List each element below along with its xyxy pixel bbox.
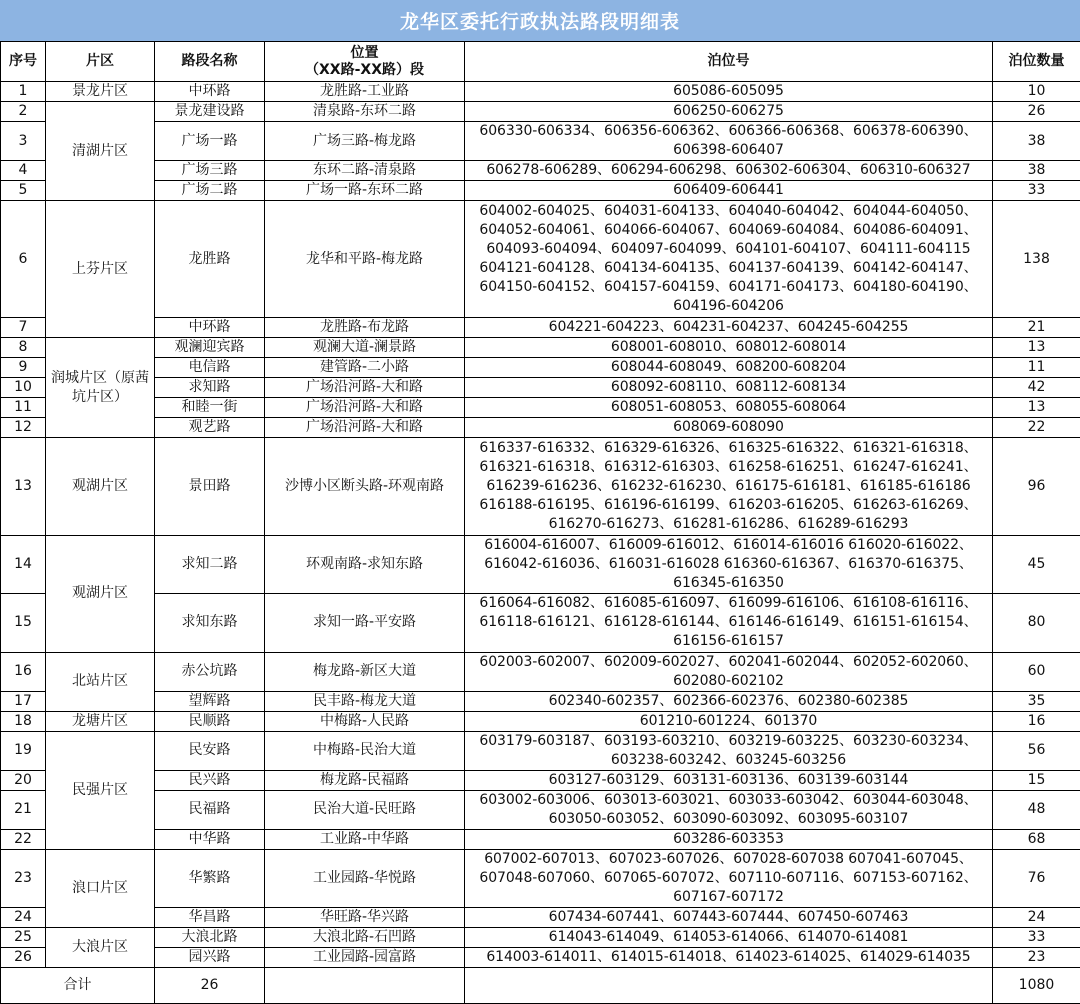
row-berth: 607002-607013、607023-607026、607028-607038 607041-607045、607048-607060、607065-607072、607110-607116、607153-607162、607167-607172 [465, 849, 993, 908]
header-position-line1: 位置 [267, 45, 462, 62]
table-row [1, 378, 1080, 398]
row-position: 求知一路-平安路 [265, 594, 465, 653]
table-row [1, 122, 1080, 161]
row-position: 广场沿河路-大和路 [265, 398, 465, 418]
row-seq: 19 [1, 731, 46, 770]
table-row [1, 438, 1080, 536]
row-position: 清泉路-东环二路 [265, 102, 465, 122]
row-seq: 23 [1, 849, 46, 908]
row-position: 广场沿河路-大和路 [265, 378, 465, 398]
table-row [1, 161, 1080, 181]
row-position: 工业路-中华路 [265, 829, 465, 849]
table-row [1, 770, 1080, 790]
row-berth: 616004-616007、616009-616012、616014-616016 616020-616022、616042-616036、616031-616028 616360-616367、616370-616375、616345-616350 [465, 535, 993, 594]
row-position: 环观南路-求知东路 [265, 535, 465, 594]
row-berth: 603127-603129、603131-603136、603139-603144 [465, 770, 993, 790]
row-berth: 606330-606334、606356-606362、606366-606368、606378-606390、606398-606407 [465, 122, 993, 161]
table-row [1, 790, 1080, 829]
row-seq: 7 [1, 318, 46, 338]
row-position: 梅龙路-民福路 [265, 770, 465, 790]
row-road: 和睦一街 [155, 398, 265, 418]
row-berth: 608001-608010、608012-608014 [465, 338, 993, 358]
row-count: 11 [993, 358, 1080, 378]
table-row [1, 731, 1080, 770]
row-seq: 4 [1, 161, 46, 181]
table-row [1, 849, 1080, 908]
table-row [1, 652, 1080, 691]
row-seq: 10 [1, 378, 46, 398]
row-count: 15 [993, 770, 1080, 790]
row-road: 大浪北路 [155, 928, 265, 948]
row-seq: 15 [1, 594, 46, 653]
row-count: 138 [993, 201, 1080, 318]
row-road: 华昌路 [155, 908, 265, 928]
row-seq: 14 [1, 535, 46, 594]
row-seq: 21 [1, 790, 46, 829]
row-road: 民福路 [155, 790, 265, 829]
road-segment-table [0, 41, 1080, 1004]
row-position: 沙博小区断头路-环观南路 [265, 438, 465, 536]
row-seq: 13 [1, 438, 46, 536]
row-berth: 606409-606441 [465, 181, 993, 201]
row-count: 23 [993, 948, 1080, 968]
header-count: 泊位数量 [993, 42, 1080, 82]
row-berth: 616337-616332、616329-616326、616325-616322、616321-616318、616321-616318、616312-616303、616258-616251、616247-616241、616239-616236、616232-616230、616175-616181、616185-616186 616188-616195、616196-616199、616203-616205、616263-616269、616270-616273、616281-616286、616289-616293 [465, 438, 993, 536]
row-berth: 614003-614011、614015-614018、614023-614025、614029-614035 [465, 948, 993, 968]
row-position: 华旺路-华兴路 [265, 908, 465, 928]
total-road-count: 26 [155, 968, 265, 1004]
row-road: 赤公坑路 [155, 652, 265, 691]
row-district: 润城片区（原茜坑片区） [46, 338, 155, 438]
row-road: 园兴路 [155, 948, 265, 968]
row-district: 观湖片区 [46, 438, 155, 536]
row-road: 民兴路 [155, 770, 265, 790]
row-seq: 22 [1, 829, 46, 849]
table-row [1, 318, 1080, 338]
row-seq: 11 [1, 398, 46, 418]
row-seq: 20 [1, 770, 46, 790]
row-berth: 603179-603187、603193-603210、603219-603225、603230-603234、603238-603242、603245-603256 [465, 731, 993, 770]
table-row [1, 201, 1080, 318]
row-position: 中梅路-民治大道 [265, 731, 465, 770]
row-berth: 608069-608090 [465, 418, 993, 438]
row-position: 梅龙路-新区大道 [265, 652, 465, 691]
row-berth: 604002-604025、604031-604133、604040-604042、604044-604050、604052-604061、604066-604067、604069-604084、604086-604091、604093-604094、604097-604099、604101-604107、604111-604115 604121-604128、604134-604135、604137-604139、604142-604147、604150-604152、604157-604159、604171-604173、604180-604190、604196-604206 [465, 201, 993, 318]
table-title: 龙华区委托行政执法路段明细表 [0, 0, 1080, 42]
row-road: 龙胜路 [155, 201, 265, 318]
row-count: 10 [993, 82, 1080, 102]
row-seq: 8 [1, 338, 46, 358]
row-seq: 9 [1, 358, 46, 378]
row-count: 38 [993, 161, 1080, 181]
row-berth: 606278-606289、606294-606298、606302-606304、606310-606327 [465, 161, 993, 181]
row-road: 电信路 [155, 358, 265, 378]
row-berth: 604221-604223、604231-604237、604245-604255 [465, 318, 993, 338]
row-road: 景田路 [155, 438, 265, 536]
header-road: 路段名称 [155, 42, 265, 82]
row-berth: 607434-607441、607443-607444、607450-607463 [465, 908, 993, 928]
total-label: 合计 [1, 968, 155, 1004]
header-position [265, 42, 465, 82]
row-berth: 608044-608049、608200-608204 [465, 358, 993, 378]
row-count: 38 [993, 122, 1080, 161]
row-count: 48 [993, 790, 1080, 829]
row-position: 工业园路-华悦路 [265, 849, 465, 908]
row-berth: 602003-602007、602009-602027、602041-602044、602052-602060、602080-602102 [465, 652, 993, 691]
total-empty-berth [465, 968, 993, 1004]
row-berth: 603002-603006、603013-603021、603033-603042、603044-603048、603050-603052、603090-603092、603095-603107 [465, 790, 993, 829]
table-row [1, 829, 1080, 849]
row-road: 中环路 [155, 318, 265, 338]
row-count: 60 [993, 652, 1080, 691]
row-berth: 606250-606275 [465, 102, 993, 122]
table-row [1, 418, 1080, 438]
header-district: 片区 [46, 42, 155, 82]
row-position: 东环二路-清泉路 [265, 161, 465, 181]
table-row [1, 398, 1080, 418]
row-berth: 605086-605095 [465, 82, 993, 102]
row-district: 大浪片区 [46, 928, 155, 968]
table-row [1, 82, 1080, 102]
row-position: 龙胜路-工业路 [265, 82, 465, 102]
row-road: 广场三路 [155, 161, 265, 181]
row-position: 广场沿河路-大和路 [265, 418, 465, 438]
table-row [1, 928, 1080, 948]
header-row [1, 42, 1080, 82]
row-seq: 17 [1, 691, 46, 711]
row-berth: 614043-614049、614053-614066、614070-614081 [465, 928, 993, 948]
row-seq: 3 [1, 122, 46, 161]
row-road: 景龙建设路 [155, 102, 265, 122]
row-count: 22 [993, 418, 1080, 438]
row-road: 求知二路 [155, 535, 265, 594]
total-row [1, 968, 1080, 1004]
row-district: 观湖片区 [46, 535, 155, 652]
row-berth: 601210-601224、601370 [465, 711, 993, 731]
row-seq: 25 [1, 928, 46, 948]
table-row [1, 711, 1080, 731]
row-seq: 12 [1, 418, 46, 438]
table-row [1, 948, 1080, 968]
row-road: 中华路 [155, 829, 265, 849]
row-position: 大浪北路-石凹路 [265, 928, 465, 948]
table-row [1, 594, 1080, 653]
table-row [1, 535, 1080, 594]
row-count: 26 [993, 102, 1080, 122]
row-seq: 2 [1, 102, 46, 122]
row-position: 广场三路-梅龙路 [265, 122, 465, 161]
row-district: 北站片区 [46, 652, 155, 711]
row-count: 45 [993, 535, 1080, 594]
row-count: 76 [993, 849, 1080, 908]
row-count: 21 [993, 318, 1080, 338]
header-position-line2: （XX路-XX路）段 [267, 62, 462, 79]
table-row [1, 102, 1080, 122]
row-seq: 5 [1, 181, 46, 201]
row-road: 广场一路 [155, 122, 265, 161]
row-count: 35 [993, 691, 1080, 711]
total-berth-count: 1080 [993, 968, 1080, 1004]
row-road: 观澜迎宾路 [155, 338, 265, 358]
row-road: 广场二路 [155, 181, 265, 201]
row-count: 33 [993, 181, 1080, 201]
row-count: 24 [993, 908, 1080, 928]
row-seq: 1 [1, 82, 46, 102]
row-position: 龙胜路-布龙路 [265, 318, 465, 338]
row-road: 华繁路 [155, 849, 265, 908]
row-count: 80 [993, 594, 1080, 653]
table-row [1, 691, 1080, 711]
row-district: 民强片区 [46, 731, 155, 849]
row-berth: 602340-602357、602366-602376、602380-602385 [465, 691, 993, 711]
table-row [1, 181, 1080, 201]
row-seq: 16 [1, 652, 46, 691]
table-row [1, 358, 1080, 378]
row-road: 求知东路 [155, 594, 265, 653]
row-road: 望辉路 [155, 691, 265, 711]
row-position: 广场一路-东环二路 [265, 181, 465, 201]
row-berth: 603286-603353 [465, 829, 993, 849]
row-seq: 24 [1, 908, 46, 928]
row-count: 16 [993, 711, 1080, 731]
row-road: 民安路 [155, 731, 265, 770]
row-position: 民治大道-民旺路 [265, 790, 465, 829]
row-position: 观澜大道-澜景路 [265, 338, 465, 358]
row-count: 33 [993, 928, 1080, 948]
row-position: 工业园路-园富路 [265, 948, 465, 968]
row-count: 56 [993, 731, 1080, 770]
row-position: 龙华和平路-梅龙路 [265, 201, 465, 318]
table-body [1, 82, 1080, 968]
header-seq: 序号 [1, 42, 46, 82]
row-count: 13 [993, 398, 1080, 418]
row-district: 清湖片区 [46, 102, 155, 201]
row-count: 13 [993, 338, 1080, 358]
row-seq: 6 [1, 201, 46, 318]
row-count: 42 [993, 378, 1080, 398]
row-road: 民顺路 [155, 711, 265, 731]
row-seq: 18 [1, 711, 46, 731]
row-count: 96 [993, 438, 1080, 536]
row-district: 景龙片区 [46, 82, 155, 102]
row-berth: 616064-616082、616085-616097、616099-616106、616108-616116、616118-616121、616128-616144、616146-616149、616151-616154、616156-616157 [465, 594, 993, 653]
row-district: 浪口片区 [46, 849, 155, 928]
row-count: 68 [993, 829, 1080, 849]
table-row [1, 338, 1080, 358]
row-district: 龙塘片区 [46, 711, 155, 731]
row-district: 上芬片区 [46, 201, 155, 338]
header-berth: 泊位号 [465, 42, 993, 82]
table-row [1, 908, 1080, 928]
row-seq: 26 [1, 948, 46, 968]
row-position: 建管路-二小路 [265, 358, 465, 378]
row-road: 求知路 [155, 378, 265, 398]
row-road: 中环路 [155, 82, 265, 102]
total-empty-position [265, 968, 465, 1004]
row-berth: 608051-608053、608055-608064 [465, 398, 993, 418]
row-road: 观艺路 [155, 418, 265, 438]
row-berth: 608092-608110、608112-608134 [465, 378, 993, 398]
row-position: 民丰路-梅龙大道 [265, 691, 465, 711]
row-position: 中梅路-人民路 [265, 711, 465, 731]
